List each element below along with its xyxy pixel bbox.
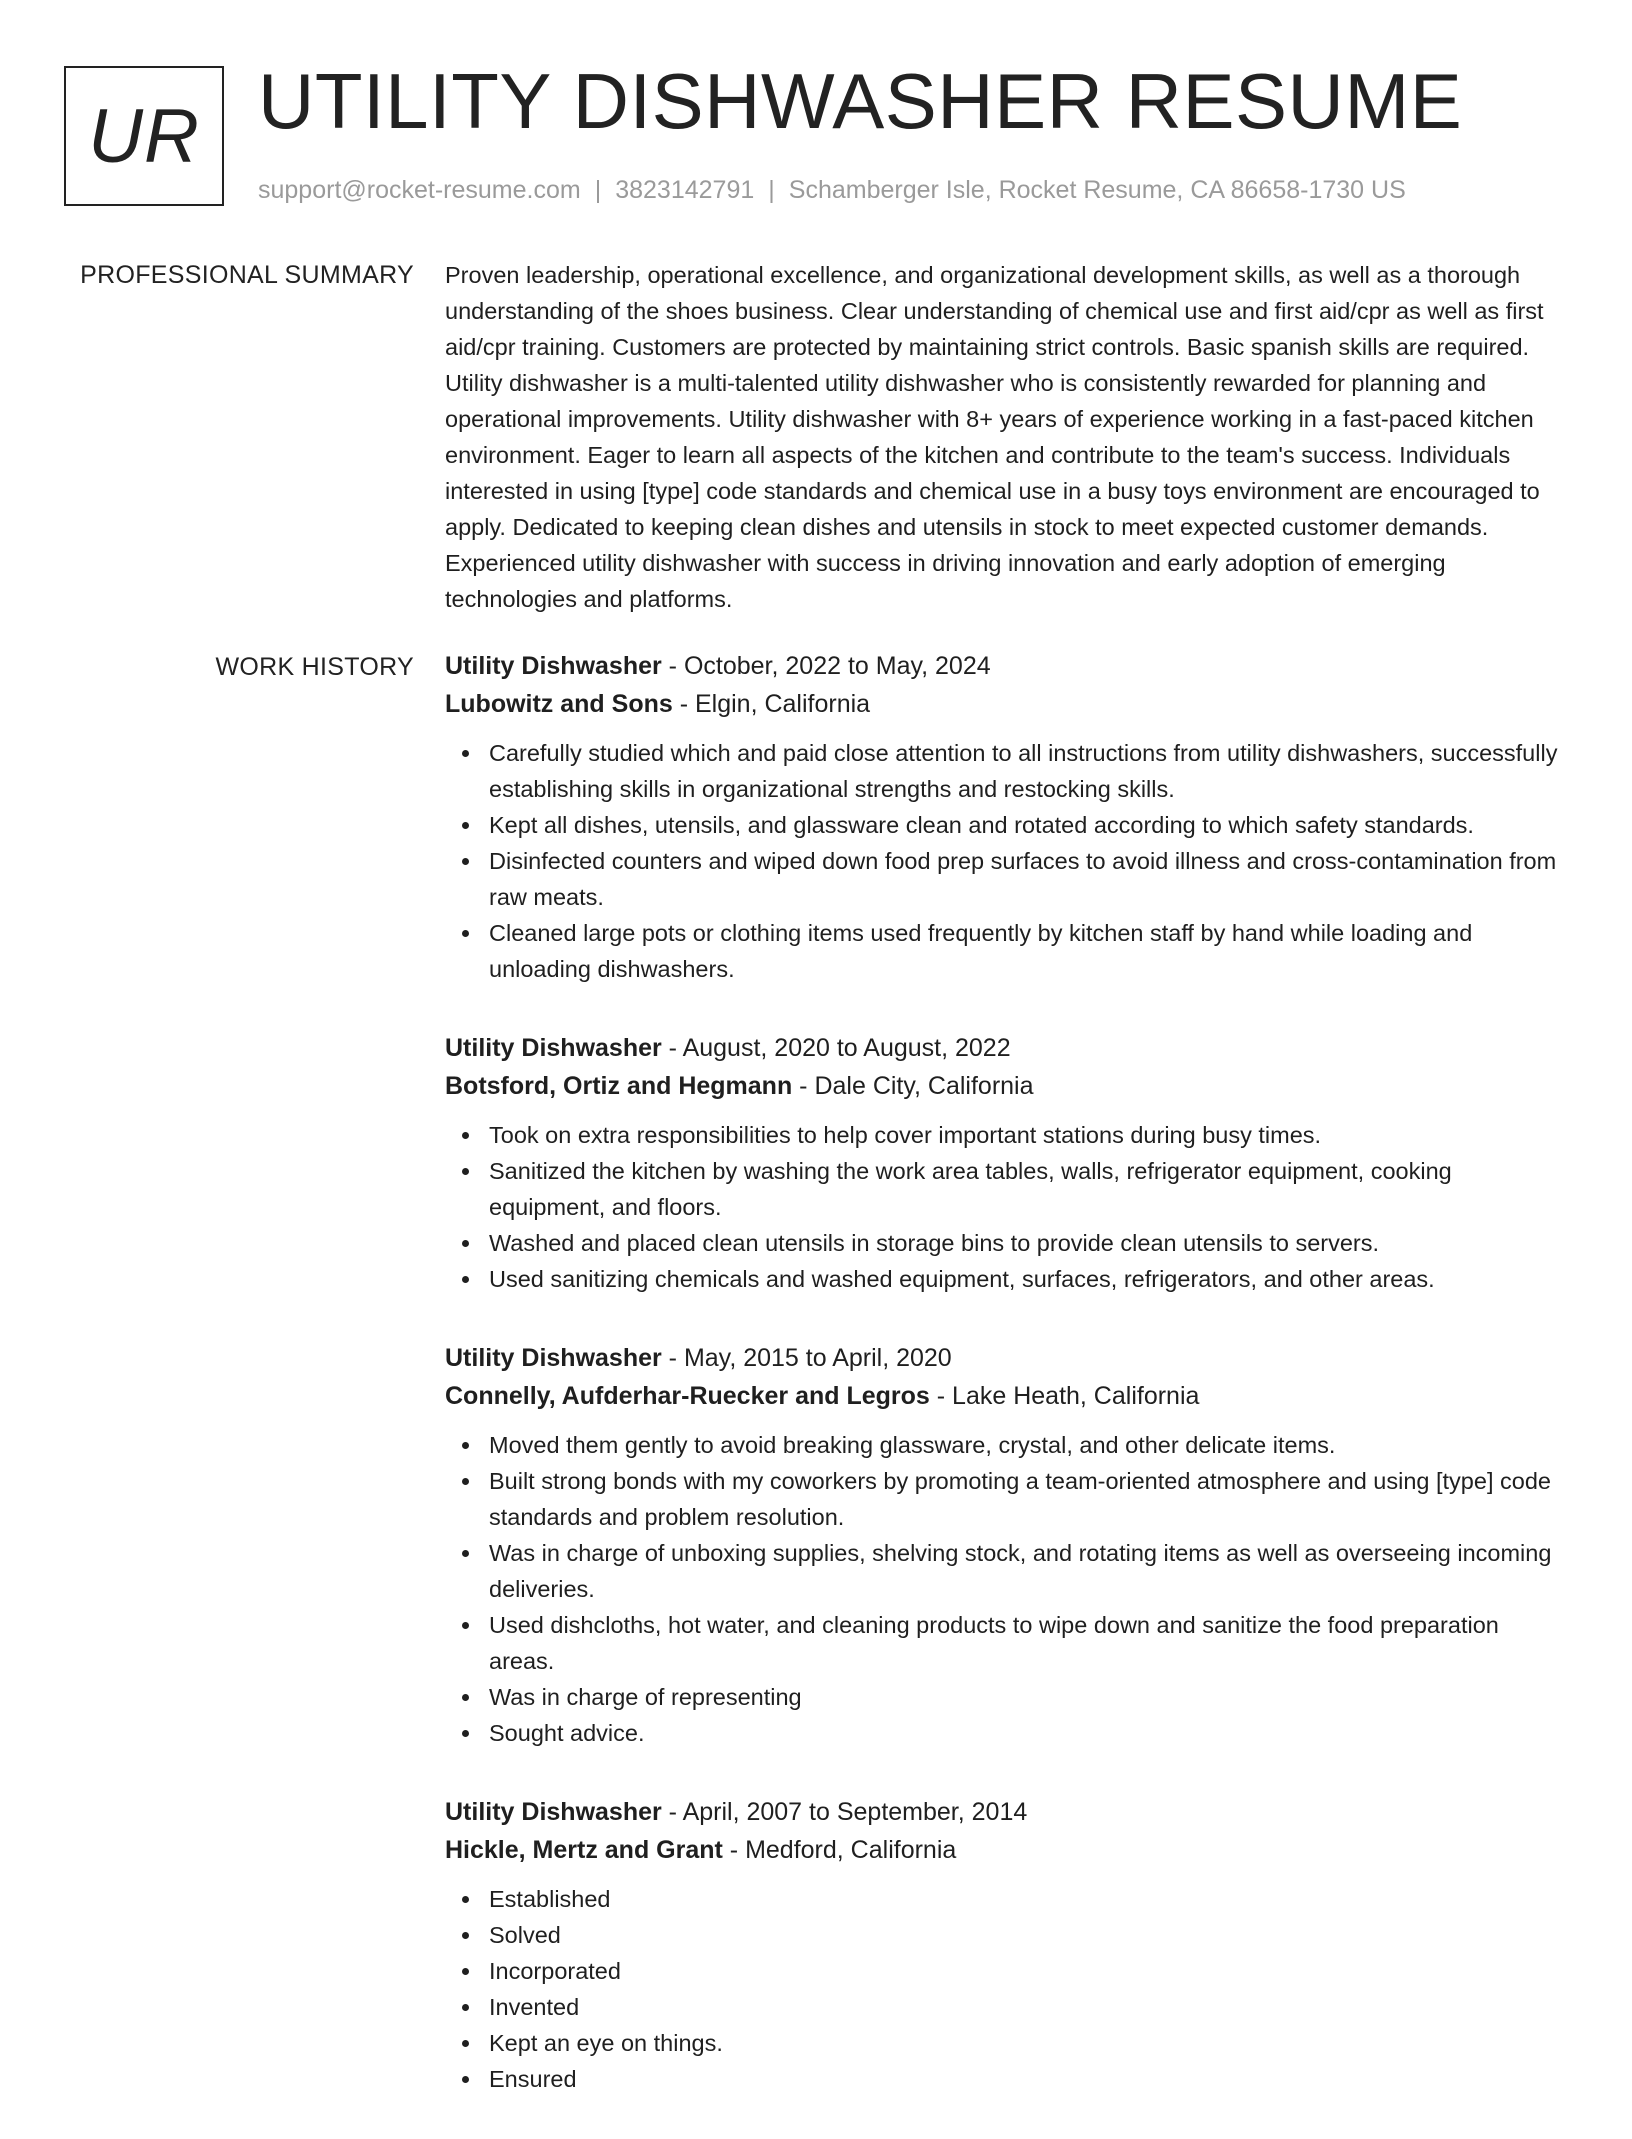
job-title-line: [445, 1029, 1565, 1067]
job-bullet-list: [445, 1427, 1565, 1751]
job-title: Utility Dishwasher: [445, 1344, 662, 1372]
job-bullet: Kept all dishes, utensils, and glassware clean and rotated according to which safety standards.: [489, 807, 1565, 843]
job-company-line: [445, 685, 1565, 723]
contact-line: [258, 174, 1406, 206]
job-location: - Dale City, California: [792, 1072, 1034, 1100]
job-title-line: [445, 647, 1565, 685]
job-dates: - April, 2007 to September, 2014: [661, 1798, 1028, 1826]
monogram-logo: UR: [64, 66, 224, 206]
section-label-summary: PROFESSIONAL SUMMARY: [80, 261, 414, 289]
job-entry: [445, 647, 1565, 987]
job-dates: - August, 2020 to August, 2022: [661, 1034, 1011, 1062]
page-title: UTILITY DISHWASHER RESUME: [258, 57, 1463, 145]
work-history-section: [445, 647, 1565, 2139]
job-bullet: Built strong bonds with my coworkers by promoting a team-oriented atmosphere and using [type] code standards and problem resolution.: [489, 1463, 1565, 1535]
job-entry: [445, 1793, 1565, 2097]
job-company-line: [445, 1067, 1565, 1105]
job-title-line: [445, 1793, 1565, 1831]
job-bullet: Sought advice.: [489, 1715, 1565, 1751]
job-bullet: Moved them gently to avoid breaking glassware, crystal, and other delicate items.: [489, 1427, 1565, 1463]
job-bullet: Took on extra responsibilities to help cover important stations during busy times.: [489, 1117, 1565, 1153]
job-bullet: Established: [489, 1881, 1565, 1917]
job-bullet: Cleaned large pots or clothing items used frequently by kitchen staff by hand while loading and unloading dishwashers.: [489, 915, 1565, 987]
job-bullet: Solved: [489, 1917, 1565, 1953]
job-title: Utility Dishwasher: [445, 1798, 662, 1826]
job-bullet: Was in charge of representing: [489, 1679, 1565, 1715]
job-entry: [445, 1029, 1565, 1297]
job-location: - Elgin, California: [672, 690, 871, 718]
job-bullet: Washed and placed clean utensils in storage bins to provide clean utensils to servers.: [489, 1225, 1565, 1261]
job-title: Utility Dishwasher: [445, 1034, 662, 1062]
job-company: Connelly, Aufderhar-Ruecker and Legros: [445, 1382, 930, 1410]
job-bullet: Disinfected counters and wiped down food prep surfaces to avoid illness and cross-contamination from raw meats.: [489, 843, 1565, 915]
job-company-line: [445, 1831, 1565, 1869]
job-title-line: [445, 1339, 1565, 1377]
job-dates: - May, 2015 to April, 2020: [661, 1344, 952, 1372]
job-bullet: Was in charge of unboxing supplies, shelving stock, and rotating items as well as overseeing incoming deliveries.: [489, 1535, 1565, 1607]
summary-text: Proven leadership, operational excellence, and organizational development skills, as well as a thorough understanding of the shoes business. Clear understanding of chemical use and first aid/cpr as well as first aid/cpr training. Customers are protected by maintaining strict controls. Basic spanish skills are required. Utility dishwasher is a multi-talented utility dishwasher who is consistently rewarded for planning and operational improvements. Utility dishwasher with 8+ years of experience working in a fast-paced kitchen environment. Eager to learn all aspects of the kitchen and contribute to the team's success. Individuals interested in using [type] code standards and chemical use in a busy toys environment are encouraged to apply. Dedicated to keeping clean dishes and utensils in stock to meet expected customer demands. Experienced utility dishwasher with success in driving innovation and early adoption of emerging technologies and platforms.: [445, 262, 1544, 612]
contact-phone: 3823142791: [615, 176, 755, 204]
job-bullet: Carefully studied which and paid close attention to all instructions from utility dishwashers, successfully establishing skills in organizational strengths and restocking skills.: [489, 735, 1565, 807]
contact-separator: |: [768, 176, 775, 204]
job-company: Botsford, Ortiz and Hegmann: [445, 1072, 793, 1100]
job-bullet: Sanitized the kitchen by washing the work area tables, walls, refrigerator equipment, cooking equipment, and floors.: [489, 1153, 1565, 1225]
job-location: - Lake Heath, California: [929, 1382, 1200, 1410]
job-bullet: Ensured: [489, 2061, 1565, 2097]
contact-address: Schamberger Isle, Rocket Resume, CA 86658-1730 US: [788, 176, 1406, 204]
job-bullet-list: [445, 1117, 1565, 1297]
job-bullet-list: [445, 1881, 1565, 2097]
job-company: Hickle, Mertz and Grant: [445, 1836, 723, 1864]
job-company-line: [445, 1377, 1565, 1415]
job-title: Utility Dishwasher: [445, 652, 662, 680]
contact-separator: |: [594, 176, 602, 204]
job-bullet-list: [445, 735, 1565, 987]
summary-section: [445, 257, 1565, 617]
job-bullet: Used dishcloths, hot water, and cleaning products to wipe down and sanitize the food preparation areas.: [489, 1607, 1565, 1679]
job-bullet: Used sanitizing chemicals and washed equipment, surfaces, refrigerators, and other areas.: [489, 1261, 1565, 1297]
job-bullet: Incorporated: [489, 1953, 1565, 1989]
job-location: - Medford, California: [722, 1836, 957, 1864]
contact-email: support@rocket-resume.com: [258, 176, 581, 204]
job-company: Lubowitz and Sons: [445, 690, 673, 718]
section-label-work-history: WORK HISTORY: [215, 653, 414, 681]
job-bullet: Kept an eye on things.: [489, 2025, 1565, 2061]
job-bullet: Invented: [489, 1989, 1565, 2025]
job-dates: - October, 2022 to May, 2024: [661, 652, 991, 680]
job-entry: [445, 1339, 1565, 1751]
